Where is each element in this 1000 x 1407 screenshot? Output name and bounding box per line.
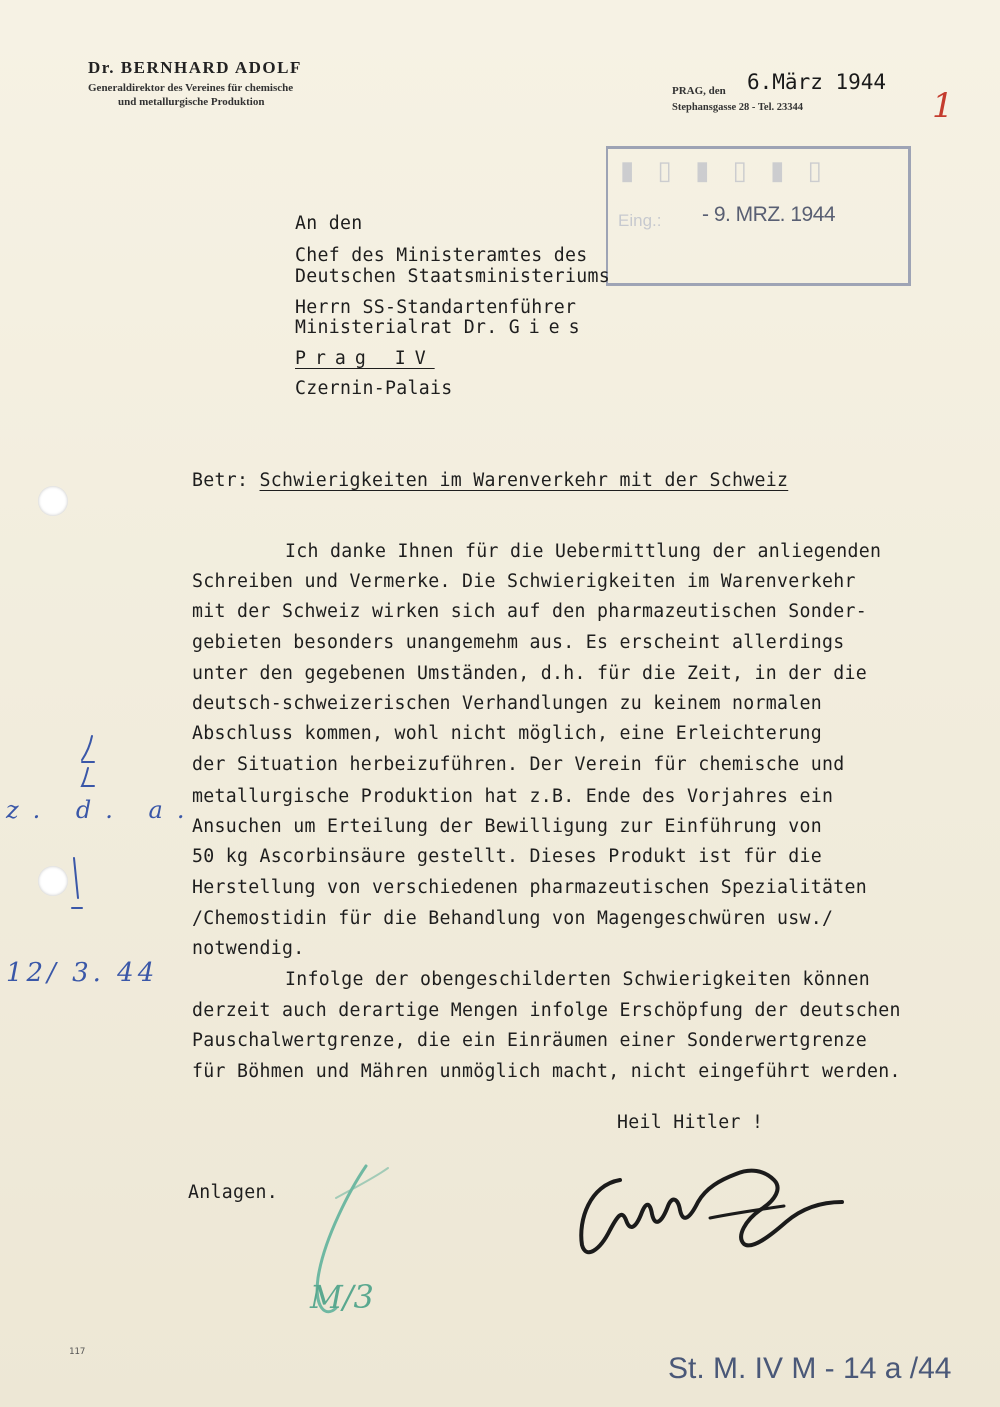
body-line: Abschluss kommen, wohl nicht möglich, eine Erleichterung	[192, 723, 822, 744]
body-line: deutsch-schweizerischen Verhandlungen zu keinem normalen	[192, 693, 822, 714]
body-line: metallurgische Produktion hat z.B. Ende des Vorjahres ein	[192, 786, 834, 807]
sender-title-line2: und metallurgische Produktion	[118, 96, 265, 108]
body-line: der Situation herbeizuführen. Der Verein für chemische und	[192, 754, 845, 775]
subject-text: Schwierigkeiten im Warenverkehr mit der Schweiz	[259, 470, 789, 491]
body-line: derzeit auch derartige Mengen infolge Erschöpfung der deutschen	[192, 1000, 901, 1021]
page-number-mark: 1	[932, 86, 954, 126]
body-line: Schreiben und Vermerke. Die Schwierigkeiten im Warenverkehr	[192, 571, 856, 592]
subject-line	[192, 470, 788, 491]
margin-check-marks	[70, 732, 110, 792]
body-line: /Chemostidin für die Behandlung von Magengeschwüren usw./	[192, 908, 834, 929]
green-initial: M/3	[310, 1278, 374, 1316]
body-line: notwendig.	[192, 938, 305, 959]
small-file-number: 117	[69, 1347, 86, 1357]
recipient-city: Prag IV	[295, 348, 435, 369]
body-line: mit der Schweiz wirken sich auf den pharmazeutischen Sonder-	[192, 601, 867, 622]
body-line: 50 kg Ascorbinsäure gestellt. Dieses Produkt ist für die	[192, 846, 822, 867]
body-line: Ich danke Ihnen für die Uebermittlung der anliegenden	[285, 541, 882, 562]
punch-hole-top	[38, 486, 68, 516]
body-line: Ansuchen um Erteilung der Bewilligung zur Einführung von	[192, 816, 822, 837]
subject-label: Betr:	[192, 470, 249, 491]
recipient-salutation: An den	[295, 213, 363, 234]
recipient-line2: Deutschen Staatsministeriums	[295, 266, 610, 287]
enclosures-label: Anlagen.	[188, 1182, 278, 1203]
recipient-title: Ministerialrat Dr.	[295, 317, 498, 338]
margin-note-date: 12/ 3. 44	[6, 958, 159, 988]
body-line: Pauschalwertgrenze, die ein Einräumen einer Sonderwertgrenze	[192, 1030, 867, 1051]
sender-title-line1: Generaldirektor des Vereines für chemische	[88, 82, 294, 94]
body-line: gebieten besonders unangemehm aus. Es erscheint allerdings	[192, 632, 845, 653]
receipt-stamp	[606, 146, 911, 286]
recipient-line3: Herrn SS-Standartenführer	[295, 297, 577, 318]
sender-address: Stephansgasse 28 - Tel. 23344	[672, 102, 803, 113]
recipient-line4	[295, 317, 589, 338]
margin-slash-mark	[60, 852, 90, 922]
body-line: unter den gegebenen Umständen, d.h. für die Zeit, in der die	[192, 663, 867, 684]
place-label: PRAG, den	[672, 85, 726, 97]
recipient-building: Czernin-Palais	[295, 378, 453, 399]
recipient-surname: Gies	[508, 317, 589, 338]
stamp-date: - 9. MRZ. 1944	[702, 203, 836, 226]
handwritten-signature	[560, 1140, 860, 1270]
letter-date: 6.März 1944	[747, 70, 887, 94]
stamp-faded-header: ▮ ▯ ▮ ▯ ▮ ▯	[620, 155, 830, 185]
body-line: Infolge der obengeschilderten Schwierigkeiten können	[285, 969, 870, 990]
margin-note-zda: z. d. a.	[6, 796, 199, 824]
body-line: Herstellung von verschiedenen pharmazeutischen Spezialitäten	[192, 877, 867, 898]
sender-name: Dr. BERNHARD ADOLF	[88, 58, 302, 77]
stamp-label: Eing.:	[618, 211, 662, 230]
closing-greeting: Heil Hitler !	[617, 1112, 764, 1133]
reference-stamp: St. M. IV M - 14 a /44	[668, 1352, 952, 1385]
body-line: für Böhmen und Mähren unmöglich macht, nicht eingeführt werden.	[192, 1061, 901, 1082]
recipient-line1: Chef des Ministeramtes des	[295, 245, 588, 266]
